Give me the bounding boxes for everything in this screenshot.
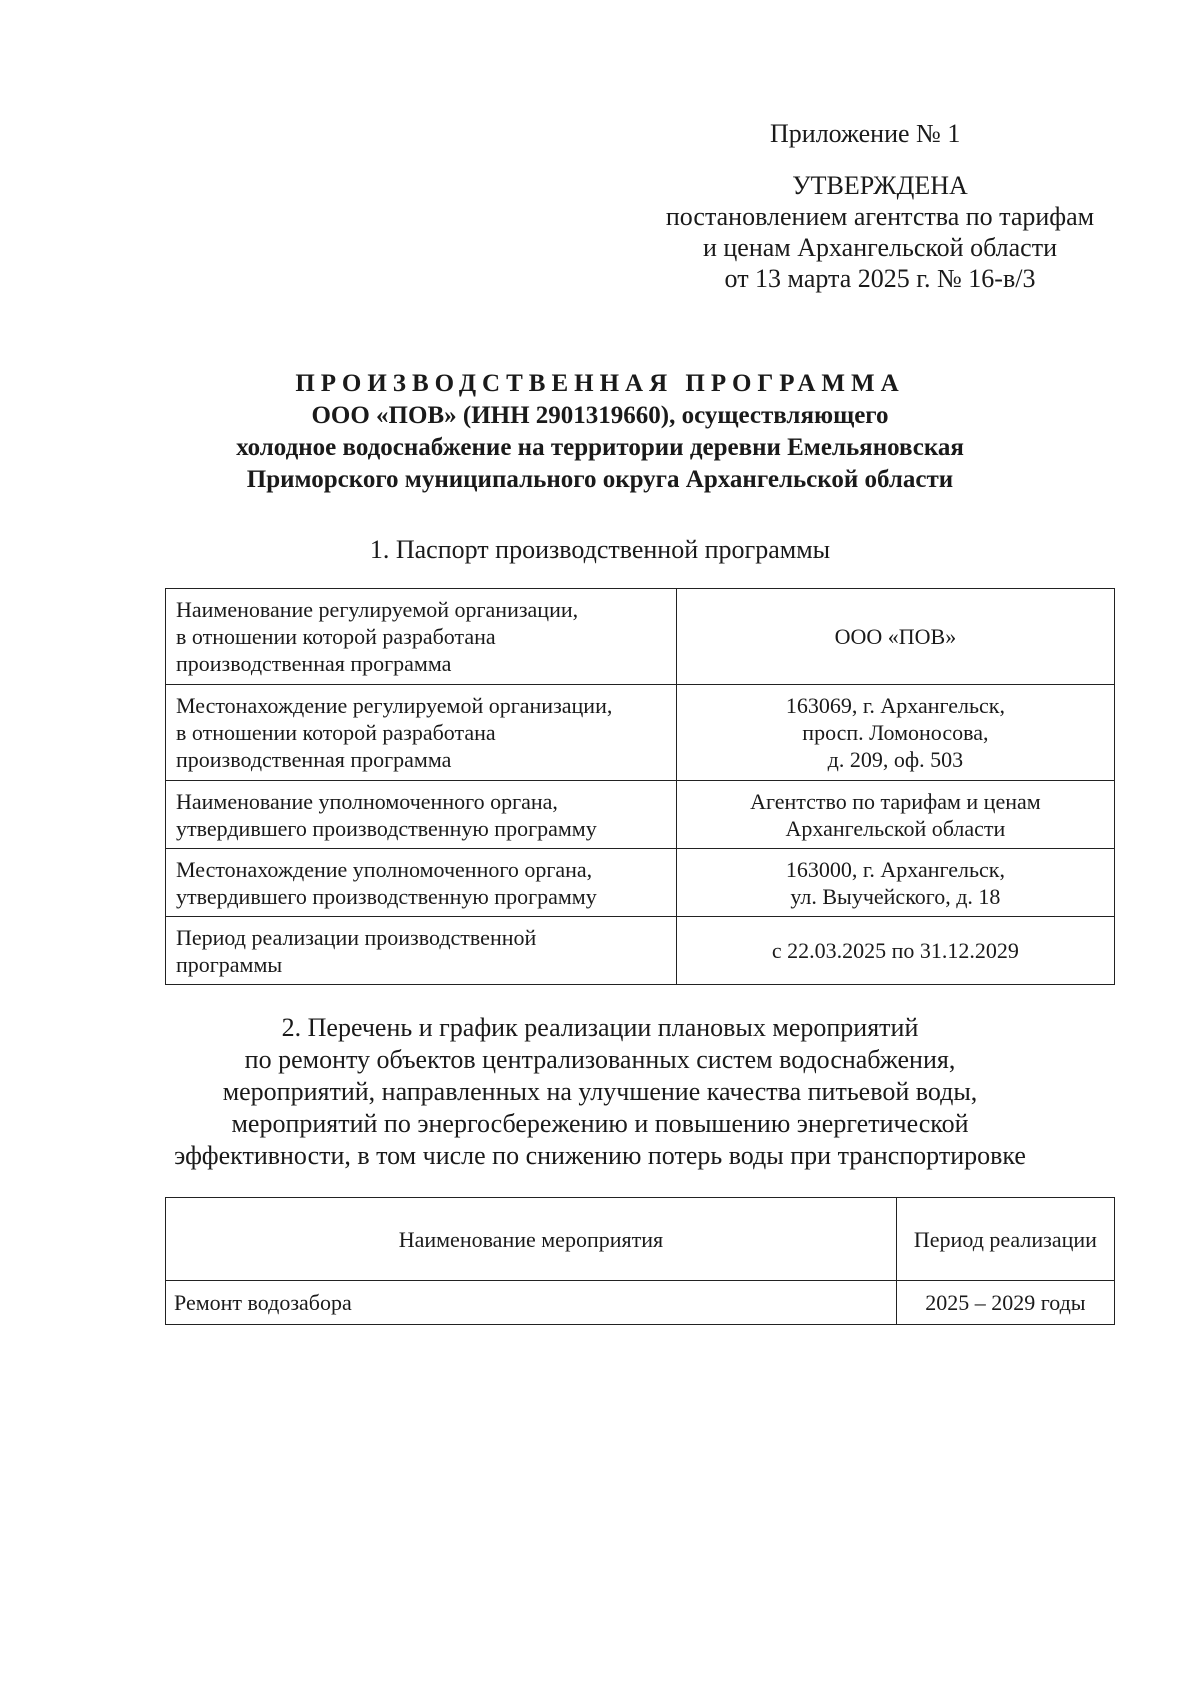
title-line: Приморского муниципального округа Архангельской области	[246, 466, 954, 493]
appendix-label: Приложение № 1	[770, 119, 961, 148]
approved-by-line: постановлением агентства по тарифам	[665, 202, 1095, 231]
passport-label-cell: Период реализации производственной программы	[166, 917, 677, 985]
table-row	[166, 1281, 1115, 1325]
title-line: холодное водоснабжение на территории деревни Емельяновская	[236, 434, 964, 461]
passport-label-cell: Наименование уполномоченного органа, утвердившего производственную программу	[166, 781, 677, 849]
event-period-cell: 2025 – 2029 годы	[896, 1281, 1114, 1325]
event-name-cell: Ремонт водозабора	[166, 1281, 897, 1325]
passport-table	[165, 588, 1115, 985]
section1-heading: 1. Паспорт производственной программы	[369, 535, 831, 564]
events-table	[165, 1197, 1115, 1325]
passport-value-cell: 163000, г. Архангельск, ул. Выучейского, д. 18	[676, 849, 1114, 917]
passport-value-cell: с 22.03.2025 по 31.12.2029	[676, 917, 1114, 985]
approved-label: УТВЕРЖДЕНА	[792, 171, 968, 200]
table-header-row	[166, 1198, 1115, 1281]
program-title	[150, 368, 1050, 496]
table-row	[166, 781, 1115, 849]
title-heading: ПРОИЗВОДСТВЕННАЯ ПРОГРАММА	[295, 370, 905, 397]
table-row	[166, 685, 1115, 781]
passport-label-cell: Наименование регулируемой организации, в отношении которой разработана производственная программа	[166, 589, 677, 685]
passport-label-cell: Местонахождение уполномоченного органа, утвердившего производственную программу	[166, 849, 677, 917]
table-row	[166, 849, 1115, 917]
approved-by-line: от 13 марта 2025 г. № 16-в/3	[724, 264, 1036, 293]
title-line: ООО «ПОВ» (ИНН 2901319660), осуществляющего	[311, 402, 889, 429]
passport-value-cell: ООО «ПОВ»	[676, 589, 1114, 685]
passport-value-cell: 163069, г. Архангельск, просп. Ломоносова, д. 209, оф. 503	[676, 685, 1114, 781]
column-header-period: Период реализации	[896, 1198, 1114, 1281]
approval-block	[600, 170, 1160, 294]
column-header-name: Наименование мероприятия	[166, 1198, 897, 1281]
table-row	[166, 917, 1115, 985]
passport-label-cell: Местонахождение регулируемой организации, в отношении которой разработана производственная программа	[166, 685, 677, 781]
approved-by-line: и ценам Архангельской области	[702, 233, 1058, 262]
passport-value-cell: Агентство по тарифам и ценам Архангельской области	[676, 781, 1114, 849]
table-row	[166, 589, 1115, 685]
section2-heading: 2. Перечень и график реализации плановых мероприятий по ремонту объектов централизованных систем водоснабжения, мероприятий, направленных на улучшение качества питьевой воды, мероприятий по энергосбережению и повышению энергетической эффективности, в том числе по снижению потерь воды при транспортировке	[174, 1013, 1026, 1170]
